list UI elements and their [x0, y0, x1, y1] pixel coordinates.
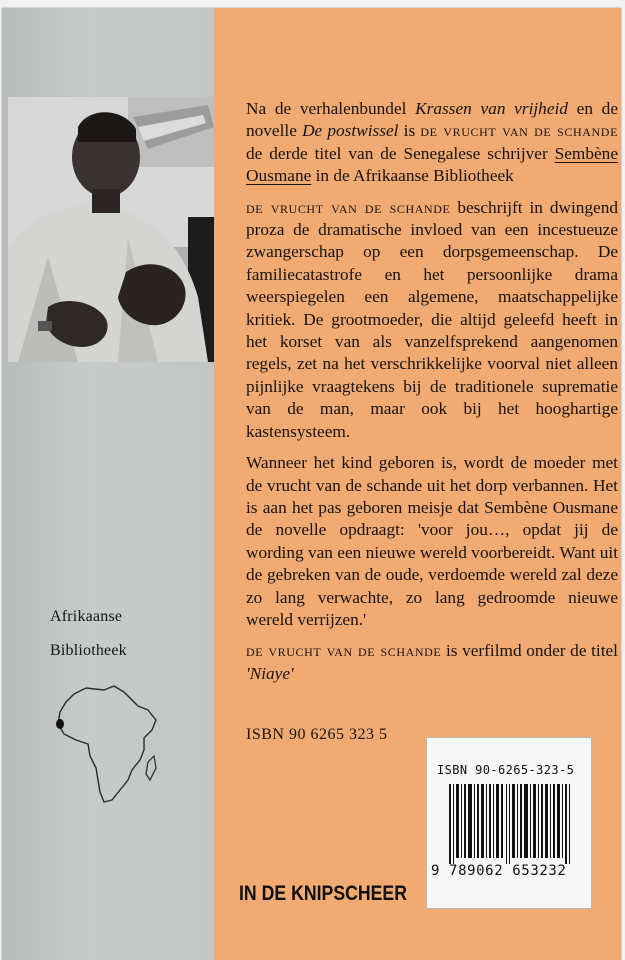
author-name: Sembène Ousmane — [246, 143, 618, 186]
barcode-sticker — [426, 737, 592, 909]
blurb-paragraph-2: de vrucht van de schande beschrijft in dwingend proza de dramatische invloed van een incestueuze zwangerschap op een dorpsgemeenschap. De familiecatastrofe en het persoonlijke drama weerspiegelen een algemene, maatschappelijke kritiek. De grootmoeder, die altijd geleefd heeft in het korset van als vanzelfsprekend aangenomen regels, zet na het verschrikkelijke voorval niet alleen pijnlijke vraagtekens bij de traditionele suprematie van de man, maar ook bij het hooghartige kastensysteem. — [246, 197, 618, 441]
publisher-logo — [236, 877, 410, 907]
series-name-line2: Bibliotheek — [50, 642, 127, 659]
africa-map-icon — [52, 680, 167, 810]
blurb-paragraph-3: Wanneer het kind geboren is, wordt de moeder met de vrucht van de schande uit het dorp verbannen. Het is aan het pas geboren meisje dat Sembène Ousmane de novelle opdraagt: 'voor jou…, opdat jij de wording van een nieuwe wereld voorbereidt. Want uit de gebreken van de oude, verdoemde wereld zal deze zo lang verwachte, zo lang gedroomde nieuwe wereld verrijzen.' — [246, 453, 618, 629]
isbn-text: ISBN 90 6265 323 5 — [246, 726, 388, 743]
publisher-name: IN DE KNIPSCHEER — [239, 882, 407, 905]
blurb-paragraph-4: de vrucht van de schande is verfilmd onder de titel 'Niaye' — [246, 641, 618, 683]
blurb-paragraph-1: Na de verhalenbundel Krassen van vrijheid en de novelle De postwissel is de vrucht van de schande de derde titel van de Senegalese schrijver Sembène Ousmane in de Afrikaanse Bibliotheek — [246, 99, 619, 186]
series-name-line1: Afrikaanse — [50, 608, 123, 625]
barcode-icon — [449, 784, 573, 864]
barcode-number: 9 789062 653232 — [431, 863, 567, 879]
author-photo — [8, 97, 214, 362]
blurb-text — [246, 98, 618, 694]
book-title: de vrucht van de schande — [420, 121, 619, 141]
barcode-isbn: ISBN 90-6265-323-5 — [437, 763, 575, 777]
